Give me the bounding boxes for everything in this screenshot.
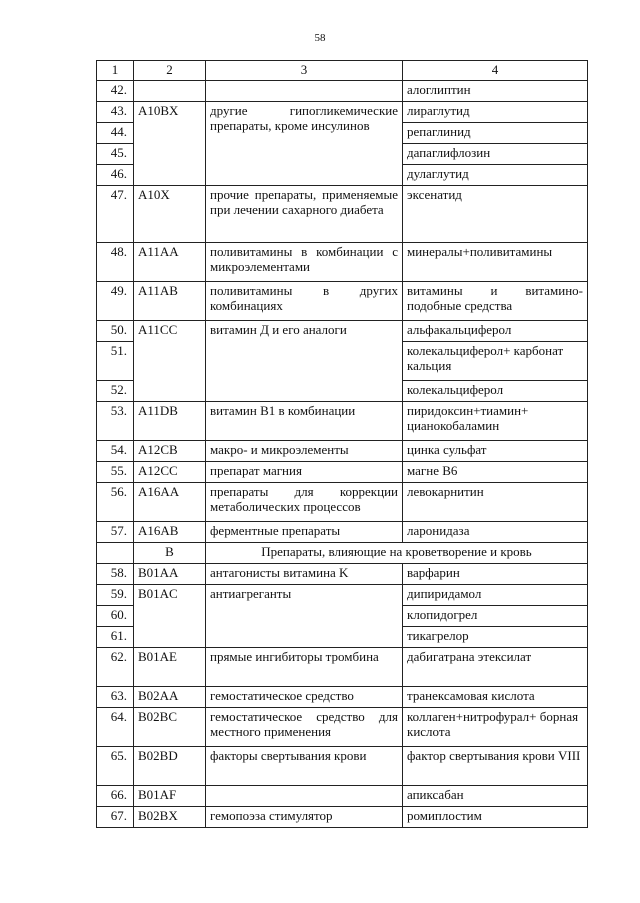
drug-name: ромиплостим bbox=[403, 807, 588, 828]
atc-code: A11AA bbox=[134, 243, 206, 282]
drug-name: альфакальциферол bbox=[403, 321, 588, 342]
table-row bbox=[97, 462, 588, 483]
table-header-row bbox=[97, 61, 588, 81]
row-number: 54. bbox=[97, 441, 134, 462]
drug-group bbox=[206, 786, 403, 807]
atc-code: B02BD bbox=[134, 747, 206, 786]
row-number: 47. bbox=[97, 186, 134, 243]
drug-name: тикагрелор bbox=[403, 627, 588, 648]
atc-code: A12CC bbox=[134, 462, 206, 483]
drug-name: ларонидаза bbox=[403, 522, 588, 543]
drug-name: дапаглифлозин bbox=[403, 144, 588, 165]
row-number: 59. bbox=[97, 585, 134, 606]
drug-table bbox=[96, 60, 588, 828]
header-col-2: 2 bbox=[134, 61, 206, 81]
section-code: B bbox=[134, 543, 206, 564]
table-row bbox=[97, 282, 588, 321]
atc-code: B01AE bbox=[134, 648, 206, 687]
table-row bbox=[97, 402, 588, 441]
drug-group: поливитамины в других комбинациях bbox=[206, 282, 403, 321]
row-number: 66. bbox=[97, 786, 134, 807]
row-number: 44. bbox=[97, 123, 134, 144]
drug-name: витамины и витамино-подобные средства bbox=[403, 282, 588, 321]
atc-code: B02AA bbox=[134, 687, 206, 708]
row-number: 64. bbox=[97, 708, 134, 747]
drug-group: другие гипогликемические препараты, кроме инсулинов bbox=[206, 102, 403, 186]
drug-name: апиксабан bbox=[403, 786, 588, 807]
table-row bbox=[97, 483, 588, 522]
table-row bbox=[97, 708, 588, 747]
header-col-4: 4 bbox=[403, 61, 588, 81]
row-number: 49. bbox=[97, 282, 134, 321]
drug-group: прямые ингибиторы тромбина bbox=[206, 648, 403, 687]
row-number: 61. bbox=[97, 627, 134, 648]
table-row bbox=[97, 786, 588, 807]
drug-group: гемопоэза стимулятор bbox=[206, 807, 403, 828]
drug-name: фактор свертывания крови VIII bbox=[403, 747, 588, 786]
row-number: 57. bbox=[97, 522, 134, 543]
page-number: 58 bbox=[314, 32, 326, 44]
row-number: 60. bbox=[97, 606, 134, 627]
atc-code: A16AA bbox=[134, 483, 206, 522]
table-row bbox=[97, 243, 588, 282]
drug-group: витамин В1 в комбинации bbox=[206, 402, 403, 441]
drug-group: препараты для коррекции метаболических процессов bbox=[206, 483, 403, 522]
drug-name: минералы+поливитамины bbox=[403, 243, 588, 282]
drug-name: транексамовая кислота bbox=[403, 687, 588, 708]
atc-code: A11CC bbox=[134, 321, 206, 402]
table-row bbox=[97, 441, 588, 462]
drug-group: прочие препараты, применяемые при лечении сахарного диабета bbox=[206, 186, 403, 243]
atc-code: B02BC bbox=[134, 708, 206, 747]
drug-name: репаглинид bbox=[403, 123, 588, 144]
row-number: 63. bbox=[97, 687, 134, 708]
row-number: 58. bbox=[97, 564, 134, 585]
drug-group: препарат магния bbox=[206, 462, 403, 483]
atc-code: A10X bbox=[134, 186, 206, 243]
drug-name: левокарнитин bbox=[403, 483, 588, 522]
table-row bbox=[97, 807, 588, 828]
drug-name: колекальциферол+ карбонат кальция bbox=[403, 342, 588, 381]
row-number: 56. bbox=[97, 483, 134, 522]
section-empty-cell bbox=[97, 543, 134, 564]
drug-name: коллаген+нитрофурал+ борная кислота bbox=[403, 708, 588, 747]
drug-group: факторы свертывания крови bbox=[206, 747, 403, 786]
table-row bbox=[97, 81, 588, 102]
section-row bbox=[97, 543, 588, 564]
atc-code: A11DB bbox=[134, 402, 206, 441]
drug-name: алоглиптин bbox=[403, 81, 588, 102]
row-number: 50. bbox=[97, 321, 134, 342]
drug-name: магне В6 bbox=[403, 462, 588, 483]
table-row bbox=[97, 687, 588, 708]
row-number: 46. bbox=[97, 165, 134, 186]
atc-code: B01AA bbox=[134, 564, 206, 585]
drug-name: дулаглутид bbox=[403, 165, 588, 186]
drug-name: дипиридамол bbox=[403, 585, 588, 606]
drug-group: витамин Д и его аналоги bbox=[206, 321, 403, 402]
drug-name: варфарин bbox=[403, 564, 588, 585]
atc-code: A10BX bbox=[134, 102, 206, 186]
row-number: 48. bbox=[97, 243, 134, 282]
section-title: Препараты, влияющие на кроветворение и кровь bbox=[206, 543, 588, 564]
row-number: 62. bbox=[97, 648, 134, 687]
table-row bbox=[97, 102, 588, 123]
drug-name: эксенатид bbox=[403, 186, 588, 243]
row-number: 65. bbox=[97, 747, 134, 786]
row-number: 52. bbox=[97, 381, 134, 402]
table-row bbox=[97, 522, 588, 543]
drug-group: гемостатическое средство bbox=[206, 687, 403, 708]
row-number: 53. bbox=[97, 402, 134, 441]
drug-name: цинка сульфат bbox=[403, 441, 588, 462]
header-col-3: 3 bbox=[206, 61, 403, 81]
table-row bbox=[97, 321, 588, 342]
drug-name: пиридоксин+тиамин+ цианокобаламин bbox=[403, 402, 588, 441]
atc-code: A16AB bbox=[134, 522, 206, 543]
header-col-1: 1 bbox=[97, 61, 134, 81]
table-row bbox=[97, 585, 588, 606]
row-number: 67. bbox=[97, 807, 134, 828]
drug-group: ферментные препараты bbox=[206, 522, 403, 543]
drug-group: гемостатическое средство для местного применения bbox=[206, 708, 403, 747]
drug-name: клопидогрел bbox=[403, 606, 588, 627]
drug-group: поливитамины в комбинации с микроэлементами bbox=[206, 243, 403, 282]
drug-group: антагонисты витамина K bbox=[206, 564, 403, 585]
row-number: 51. bbox=[97, 342, 134, 381]
drug-group: антиагреганты bbox=[206, 585, 403, 648]
atc-code: A12CB bbox=[134, 441, 206, 462]
drug-group: макро- и микроэлементы bbox=[206, 441, 403, 462]
drug-group bbox=[206, 81, 403, 102]
row-number: 42. bbox=[97, 81, 134, 102]
table-row bbox=[97, 648, 588, 687]
row-number: 43. bbox=[97, 102, 134, 123]
atc-code bbox=[134, 81, 206, 102]
atc-code: B02BX bbox=[134, 807, 206, 828]
atc-code: A11AB bbox=[134, 282, 206, 321]
row-number: 45. bbox=[97, 144, 134, 165]
row-number: 55. bbox=[97, 462, 134, 483]
table-row bbox=[97, 564, 588, 585]
table-row bbox=[97, 186, 588, 243]
table-row bbox=[97, 747, 588, 786]
atc-code: B01AF bbox=[134, 786, 206, 807]
atc-code: B01AC bbox=[134, 585, 206, 648]
drug-name: колекальциферол bbox=[403, 381, 588, 402]
drug-name: лираглутид bbox=[403, 102, 588, 123]
drug-name: дабигатрана этексилат bbox=[403, 648, 588, 687]
